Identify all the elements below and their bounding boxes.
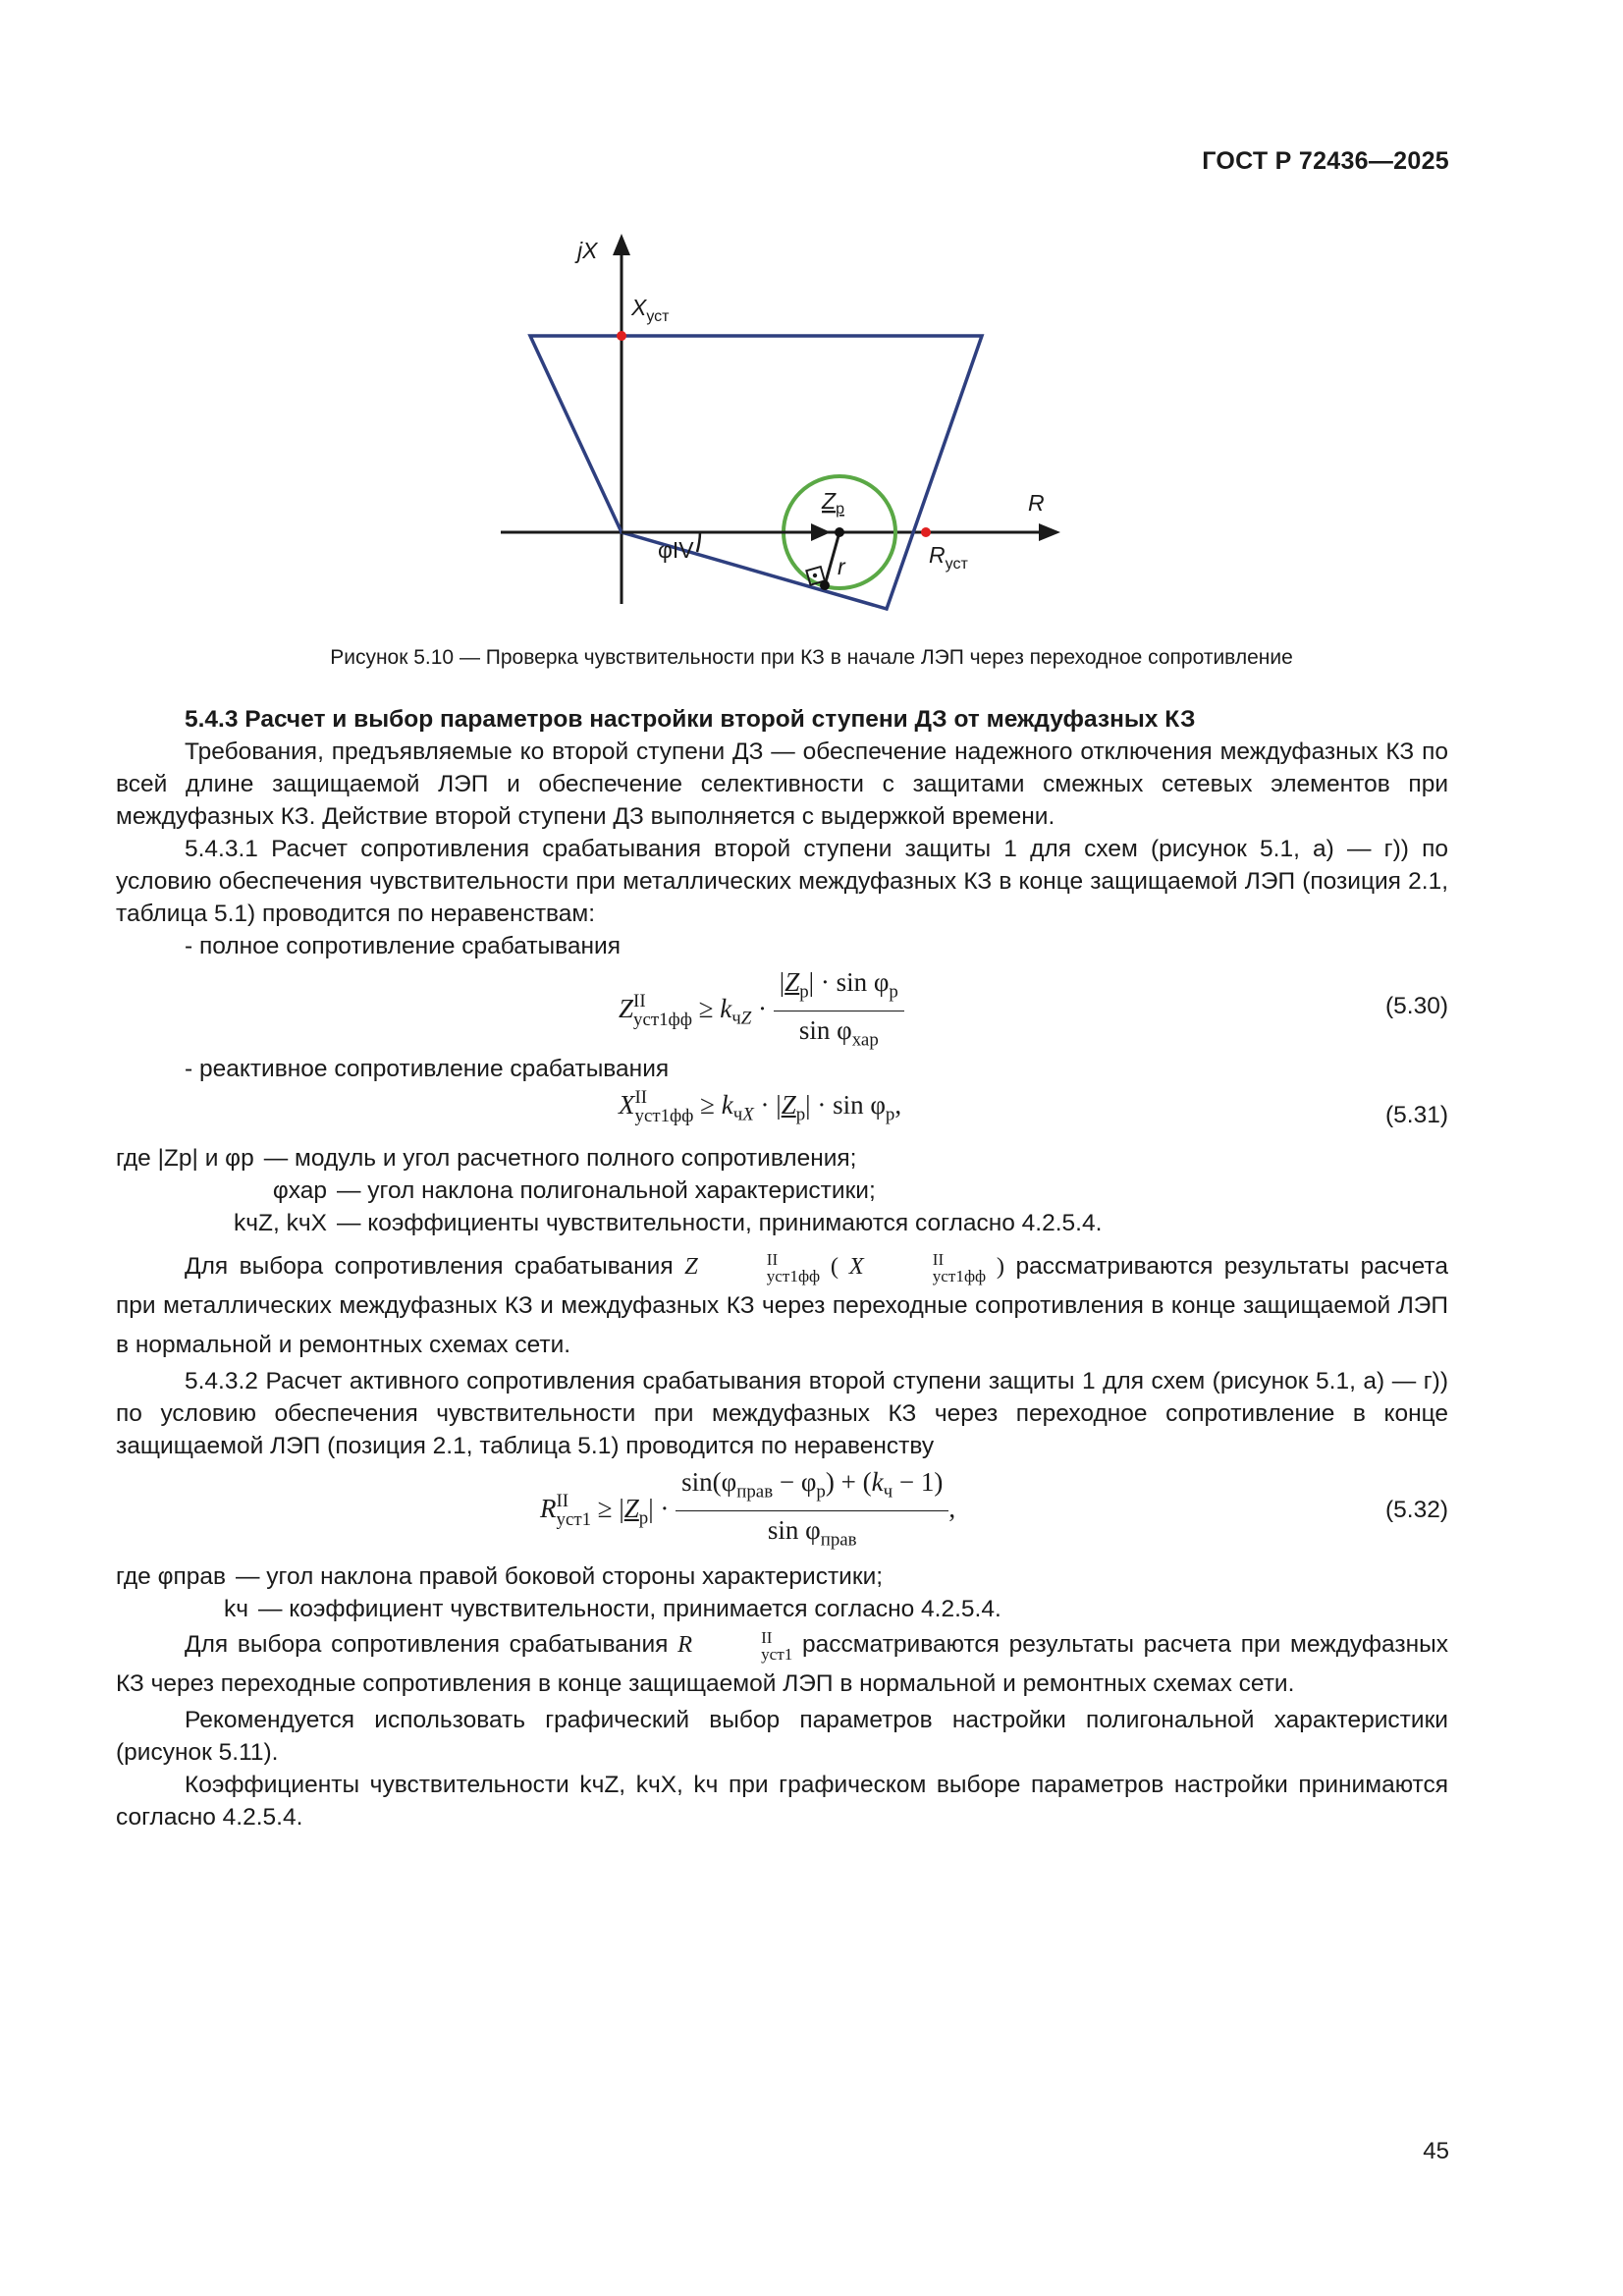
formula-5-31: X II уст1фф ≥ $k_{чX} \cdot |Z_р| \cdot \sin \varphi_р$, (619, 1087, 902, 1126)
def-term-phi-prav: где φправ (116, 1563, 226, 1590)
r-ust-point (921, 527, 931, 537)
equation-number-5-30: (5.30) (1384, 993, 1448, 1019)
figure-caption: Рисунок 5.10 — Проверка чувствительности при КЗ в начале ЛЭП через переходное сопротивление (330, 646, 1293, 669)
r-axis-arrow (1039, 523, 1060, 541)
definitions-1 (116, 1142, 1448, 1239)
def-phi-har: — угол наклона полигональной характеристики; (337, 1177, 876, 1204)
paragraph-5-4-3-2: 5.4.3.2 Расчет активного сопротивления срабатывания второй ступени защиты 1 для схем (рисунок 5.1, а) — г)) по условию обеспечения чувствительности при междуфазных КЗ через переходное сопротивление в конце защищаемой ЛЭП (позиция 2.1, таблица 5.1) проводится по неравенству (116, 1368, 1448, 1459)
equation-number-5-32: (5.32) (1384, 1497, 1448, 1523)
phi-iv-label: φIV (658, 537, 694, 563)
right-angle-dot (813, 574, 817, 577)
page-number: 45 (1423, 2138, 1449, 2164)
section-title: 5.4.3 Расчет и выбор параметров настройки второй ступени ДЗ от междуфазных КЗ (185, 706, 1196, 733)
paragraph-choice-z: Для выбора сопротивления срабатывания Z II уст1фф ( X II уст1фф ) рассматриваются результаты расчета при металлических междуфазных КЗ и междуфазных КЗ через переходные сопротивления в конце защищаемой ЛЭП в нормальной и ремонтных схемах сети. (116, 1250, 1448, 1358)
zp-label: $Z_р$ (822, 488, 844, 518)
def-phi-prav: — угол наклона правой боковой стороны характеристики; (236, 1563, 884, 1590)
paragraph-recommendation: Рекомендуется использовать графический выбор параметров настройки полигональной характеристики (рисунок 5.11). (116, 1707, 1448, 1766)
figure-5-10 (471, 226, 1080, 619)
paragraph-5-4-3-1: 5.4.3.1 Расчет сопротивления срабатывания второй ступени защиты 1 для схем (рисунок 5.1, а) — г)) по условию обеспечения чувствительности при металлических междуфазных КЗ в конце защищаемой ЛЭП (позиция 2.1, таблица 5.1) проводится по неравенствам: (116, 836, 1448, 927)
zp-arrow (811, 523, 831, 541)
formula-5-32: R II уст1 ≥ $|Z_р|$ · $\frac{\sin(\varphi_{прав} - \varphi_р) + (k_ч - 1)}{\sin \varphi_{прав}}$ , (540, 1467, 956, 1551)
def-k: — коэффициенты чувствительности, принимаются согласно 4.2.5.4. (337, 1210, 1103, 1236)
def-term-k: kчZ, kчX (234, 1210, 327, 1236)
def-kch: — коэффициент чувствительности, принимается согласно 4.2.5.4. (258, 1596, 1001, 1622)
def-term-kch: kч (223, 1596, 248, 1622)
formula-5-30-row (116, 962, 1448, 1053)
list-item-reactive-impedance: - реактивное сопротивление срабатывания (185, 1056, 670, 1082)
body-text (116, 703, 1448, 1833)
r-axis-label: R (1028, 490, 1045, 516)
formula-5-31-row (116, 1085, 1448, 1142)
jx-axis-arrow (613, 234, 630, 255)
r-end-point (820, 580, 830, 590)
def-term-zp-phi: где |Zр| и φр (116, 1145, 254, 1172)
paragraph-coefficients: Коэффициенты чувствительности kчZ, kчX, kч при графическом выборе параметров настройки принимаются согласно 4.2.5.4. (116, 1772, 1448, 1831)
def-zp-phi: — модуль и угол расчетного полного сопротивления; (263, 1145, 857, 1172)
def-term-phi-har: φхар (272, 1177, 327, 1204)
r-ust-label: $R_{уст}$ (929, 542, 968, 573)
polygon-characteristic (530, 336, 982, 609)
equation-number-5-31: (5.31) (1384, 1102, 1448, 1128)
x-ust-label: $X_{уст}$ (631, 295, 670, 325)
phi-arc (697, 532, 700, 552)
paragraph-choice-r: Для выбора сопротивления срабатывания R II уст1 рассматриваются результаты расчета при междуфазных КЗ через переходные сопротивления в конце защищаемой ЛЭП в нормальной и ремонтных схемах сети. (116, 1628, 1449, 1697)
x-ust-point (617, 331, 626, 341)
zp-point (835, 527, 844, 537)
impedance-diagram (471, 226, 1080, 619)
jx-label: jX (577, 238, 598, 263)
formula-5-32-row (116, 1462, 1448, 1560)
document-header: ГОСТ Р 72436—2025 (1202, 147, 1449, 175)
formula-5-30: Z II уст1фф ≥ $k_{чZ}$ · $\frac{|Z_р| \cdot \sin \varphi_р}{\sin \varphi_{хар}}$ (619, 966, 904, 1057)
definitions-2 (116, 1560, 1448, 1625)
list-item-full-impedance: - полное сопротивление срабатывания (185, 933, 622, 959)
r-label: r (838, 554, 845, 579)
paragraph-requirements: Требования, предъявляемые ко второй ступени ДЗ — обеспечение надежного отключения междуфазных КЗ по всей длине защищаемой ЛЭП и обеспечение селективности с защитами смежных сетевых элементов при междуфазных КЗ. Действие второй ступени ДЗ выполняется с выдержкой времени. (116, 738, 1448, 830)
